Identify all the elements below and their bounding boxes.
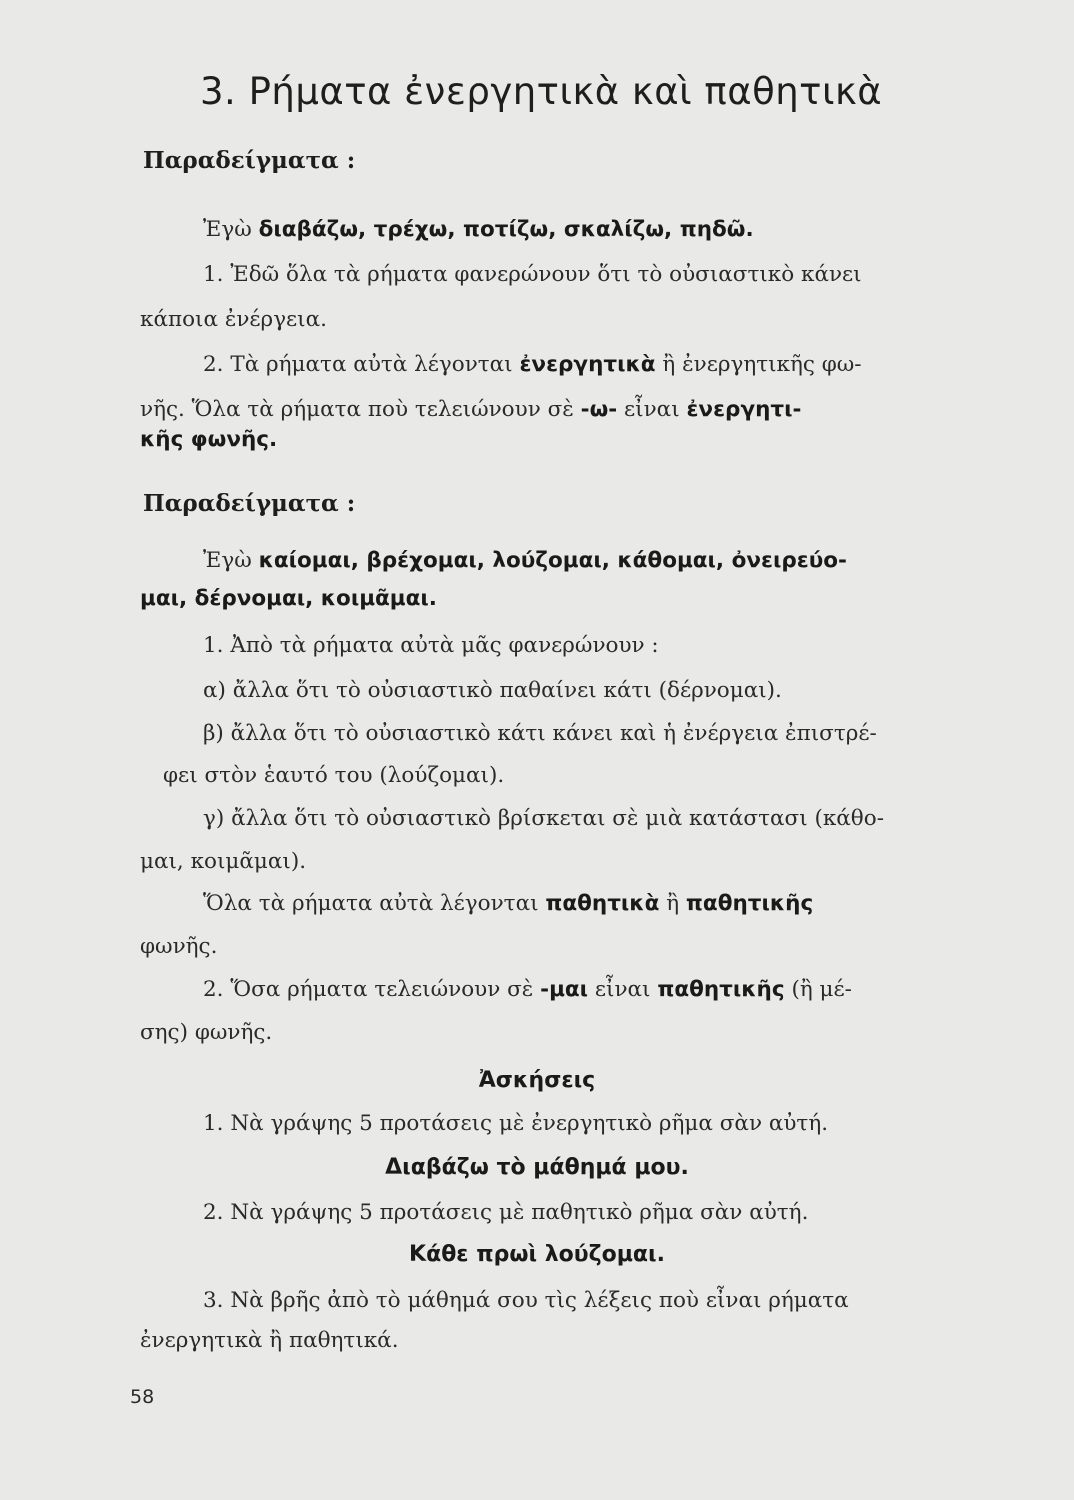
s1-bold-term: ἐνεργητικὰ bbox=[519, 352, 656, 377]
s1-text: Ἐγὼ bbox=[203, 217, 259, 242]
exercise-3-line-2: ἐνεργητικὰ ἢ παθητικά. bbox=[140, 1328, 399, 1353]
s2-line-3: 1. Ἀπὸ τὰ ρήματα αὐτὰ μᾶς φανερώνουν : bbox=[203, 633, 659, 658]
s1-line-4 bbox=[203, 351, 862, 379]
examples-heading-2: Παραδείγματα : bbox=[143, 490, 356, 517]
s2-text: εἶναι bbox=[588, 977, 658, 1002]
s2-line-12: σης) φωνῆς. bbox=[140, 1020, 273, 1045]
s2-line-4: α) ἄλλα ὅτι τὸ οὐσιαστικὸ παθαίνει κάτι (δέρνομαι). bbox=[203, 678, 782, 703]
exercises-heading: Ἀσκήσεις bbox=[478, 1068, 596, 1093]
exercise-1-example: Διαβάζω τὸ μάθημά μου. bbox=[385, 1155, 689, 1180]
exercise-1: 1. Νὰ γράψης 5 προτάσεις μὲ ἐνεργητικὸ ρῆμα σὰν αὐτή. bbox=[203, 1111, 829, 1136]
s1-bold-ending: -ω- bbox=[580, 397, 618, 422]
s2-line-10: φωνῆς. bbox=[140, 934, 218, 959]
examples-heading-1: Παραδείγματα : bbox=[143, 147, 356, 174]
s2-text: Ὅλα τὰ ρήματα αὐτὰ λέγονται bbox=[203, 891, 546, 916]
exercise-2-example: Κάθε πρωὶ λούζομαι. bbox=[409, 1242, 665, 1267]
s1-line-5 bbox=[140, 396, 801, 424]
exercise-3-line-1: 3. Νὰ βρῆς ἀπὸ τὸ μάθημά σου τὶς λέξεις ποὺ εἶναι ρήματα bbox=[203, 1288, 849, 1313]
s1-bold-verbs: διαβάζω, τρέχω, ποτίζω, σκαλίζω, πηδῶ. bbox=[258, 217, 754, 242]
page-number: 58 bbox=[130, 1386, 155, 1408]
s1-text: 2. Τὰ ρήματα αὐτὰ λέγονται bbox=[203, 352, 520, 377]
s2-line-6: φει στὸν ἑαυτό του (λούζομαι). bbox=[163, 763, 505, 788]
s2-bold-term: παθητικὰ bbox=[545, 891, 660, 916]
s1-line-1 bbox=[203, 216, 754, 244]
exercise-2: 2. Νὰ γράψης 5 προτάσεις μὲ παθητικὸ ρῆμα σὰν αὐτή. bbox=[203, 1200, 809, 1225]
s2-text: ἢ bbox=[659, 891, 686, 916]
s2-text: 2. Ὅσα ρήματα τελειώνουν σὲ bbox=[203, 977, 541, 1002]
s2-line-1 bbox=[203, 547, 847, 575]
s2-line-11 bbox=[203, 976, 852, 1004]
s2-line-9 bbox=[203, 890, 813, 918]
s1-line-6 bbox=[140, 426, 277, 454]
s2-text: (ἢ μέ- bbox=[784, 977, 852, 1002]
s2-line-2 bbox=[140, 585, 437, 613]
s2-line-7: γ) ἄλλα ὅτι τὸ οὐσιαστικὸ βρίσκεται σὲ μιὰ κατάστασι (κάθο- bbox=[203, 806, 884, 831]
s2-bold-term: παθητικῆς bbox=[657, 977, 785, 1002]
s2-text: Ἐγὼ bbox=[203, 548, 259, 573]
s2-line-8: μαι, κοιμᾶμαι). bbox=[140, 849, 307, 874]
s1-text: ἢ ἐνεργητικῆς φω- bbox=[655, 352, 862, 377]
page-title: 3. Ρήματα ἐνεργητικὰ καὶ παθητικὰ bbox=[200, 70, 883, 113]
s1-text: νῆς. Ὅλα τὰ ρήματα ποὺ τελειώνουν σὲ bbox=[140, 397, 581, 422]
s1-line-2: 1. Ἐδῶ ὅλα τὰ ρήματα φανερώνουν ὅτι τὸ οὐσιαστικὸ κάνει bbox=[203, 262, 862, 287]
s1-line-3: κάποια ἐνέργεια. bbox=[140, 307, 327, 332]
s2-bold-verbs: μαι, δέρνομαι, κοιμᾶμαι. bbox=[140, 586, 437, 611]
s1-text: εἶναι bbox=[617, 397, 687, 422]
s1-bold-term: ἐνεργητι- bbox=[686, 397, 802, 422]
s2-bold-term: παθητικῆς bbox=[685, 891, 814, 916]
s2-bold-verbs: καίομαι, βρέχομαι, λούζομαι, κάθομαι, ὀνειρεύο- bbox=[258, 548, 847, 573]
s2-line-5: β) ἄλλα ὅτι τὸ οὐσιαστικὸ κάτι κάνει καὶ ἡ ἐνέργεια ἐπιστρέ- bbox=[203, 721, 877, 746]
s2-bold-ending: -μαι bbox=[540, 977, 589, 1002]
s1-bold-term: κῆς φωνῆς. bbox=[140, 427, 278, 452]
